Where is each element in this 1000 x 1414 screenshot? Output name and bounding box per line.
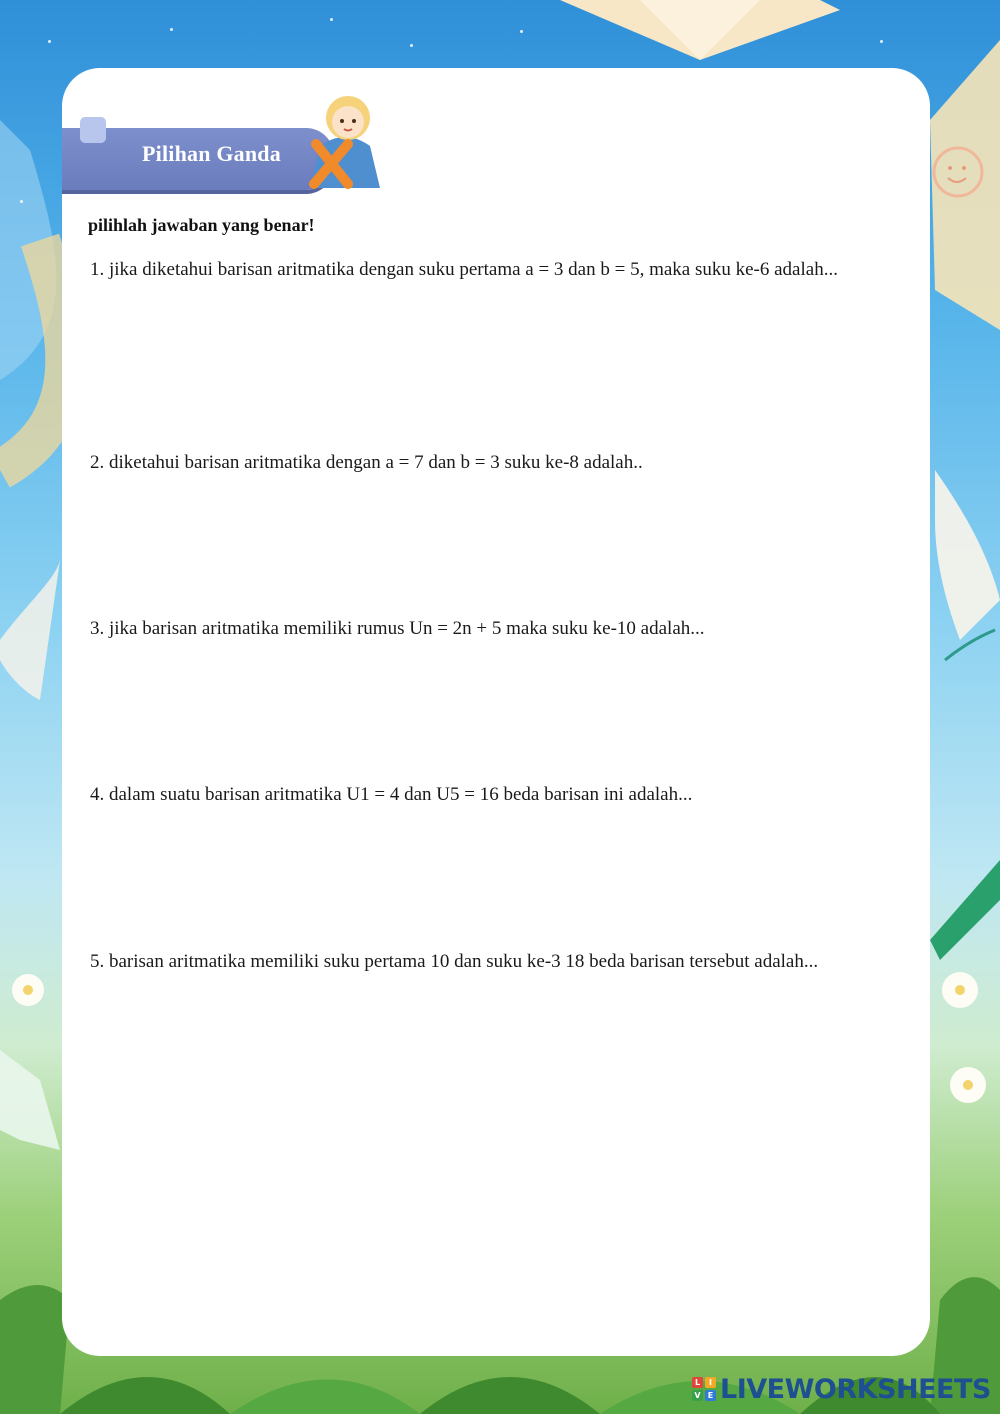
question-3: 3. jika barisan aritmatika memiliki rumus Un = 2n + 5 maka suku ke-10 adalah... [90,618,705,639]
logo-letter-v: V [692,1390,703,1401]
question-1: 1. jika diketahui barisan aritmatika dengan suku pertama a = 3 dan b = 5, maka suku ke-6 adalah... [90,259,838,280]
question-2: 2. diketahui barisan aritmatika dengan a = 7 dan b = 3 suku ke-8 adalah.. [90,452,643,473]
logo-grid-icon [692,1377,716,1401]
logo-letter-l: L [692,1377,703,1388]
instruction-text: pilihlah jawaban yang benar! [88,215,315,235]
liveworksheets-logo [692,1374,991,1404]
logo-letter-i: I [705,1377,716,1388]
section-title: Pilihan Ganda [142,141,281,166]
logo-text: LIVEWORKSHEETS [720,1373,991,1405]
question-4: 4. dalam suatu barisan aritmatika U1 = 4 dan U5 = 16 beda barisan ini adalah... [90,784,693,805]
logo-letter-e: E [705,1390,716,1401]
tab-square-decoration [80,117,106,143]
girl-with-x-illustration [300,88,390,194]
question-5: 5. barisan aritmatika memiliki suku pertama 10 dan suku ke-3 18 beda barisan tersebut adalah... [90,951,819,972]
